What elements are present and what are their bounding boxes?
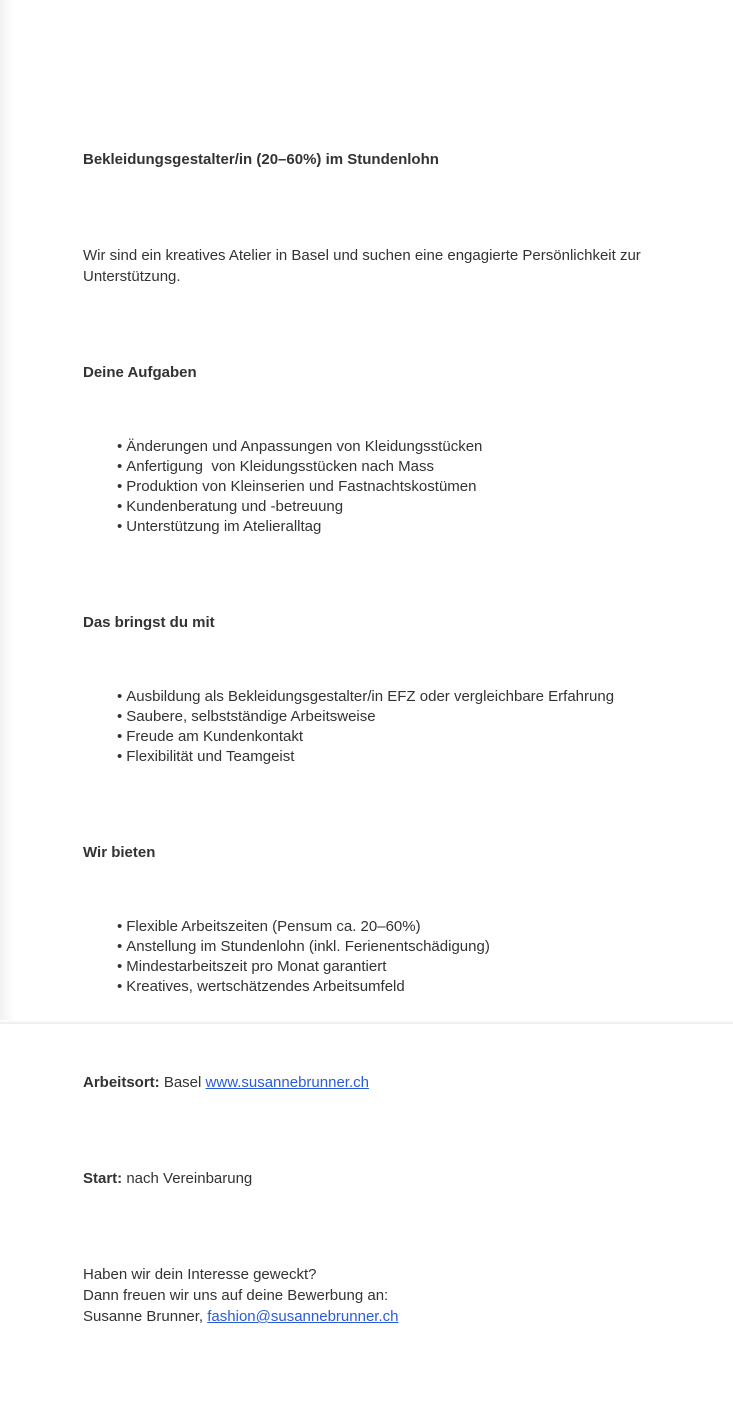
email-link[interactable]: fashion@susannebrunner.ch <box>207 1308 399 1325</box>
list-item: • Mindestarbeitszeit pro Monat garantiert <box>117 957 668 977</box>
start-label: Start: <box>83 1170 123 1187</box>
section-heading-deine-aufgaben: Deine Aufgaben <box>83 364 197 381</box>
arbeitsort-line <box>83 1072 668 1093</box>
closing-line-1: Haben wir dein Interesse geweckt? <box>83 1266 317 1283</box>
list-item: • Flexible Arbeitszeiten (Pensum ca. 20–60%) <box>117 917 668 937</box>
intro-paragraph: Wir sind ein kreatives Atelier in Basel und suchen eine engagierte Persönlichkeit zur Unterstützung. <box>83 247 645 285</box>
start-line <box>83 1168 668 1189</box>
website-link[interactable]: www.susannebrunner.ch <box>205 1074 369 1091</box>
list-item: • Saubere, selbstständige Arbeitsweise <box>117 707 668 727</box>
job-ad <box>83 86 668 1402</box>
arbeitsort-label: Arbeitsort: <box>83 1074 160 1091</box>
list-item: • Produktion von Kleinserien und Fastnachtskostümen <box>117 477 668 497</box>
page-title: Bekleidungsgestalter/in (20–60%) im Stundenlohn <box>83 151 439 168</box>
arbeitsort-value: Basel <box>159 1074 206 1091</box>
list-item: • Änderungen und Anpassungen von Kleidungsstücken <box>117 437 668 457</box>
list-item: • Anfertigung von Kleidungsstücken nach Mass <box>117 457 668 477</box>
list-item: • Anstellung im Stundenlohn (inkl. Ferienentschädigung) <box>117 937 668 957</box>
list-item: • Freude am Kundenkontakt <box>117 727 668 747</box>
list-wir-bieten <box>83 917 668 997</box>
list-item: • Unterstützung im Atelieralltag <box>117 517 668 537</box>
closing-paragraph <box>83 1264 668 1327</box>
list-item: • Kundenberatung und -betreuung <box>117 497 668 517</box>
section-heading-wir-bieten: Wir bieten <box>83 844 156 861</box>
list-item: • Ausbildung als Bekleidungsgestalter/in EFZ oder vergleichbare Erfahrung <box>117 687 668 707</box>
section-heading-das-bringst-du-mit: Das bringst du mit <box>83 614 215 631</box>
list-item: • Flexibilität und Teamgeist <box>117 747 668 767</box>
list-item: • Kreatives, wertschätzendes Arbeitsumfeld <box>117 977 668 997</box>
list-das-bringst-du-mit <box>83 687 668 767</box>
start-value: nach Vereinbarung <box>122 1170 253 1187</box>
closing-contact-name: Susanne Brunner, <box>83 1308 208 1325</box>
list-deine-aufgaben <box>83 437 668 537</box>
closing-line-2: Dann freuen wir uns auf deine Bewerbung an: <box>83 1287 389 1304</box>
